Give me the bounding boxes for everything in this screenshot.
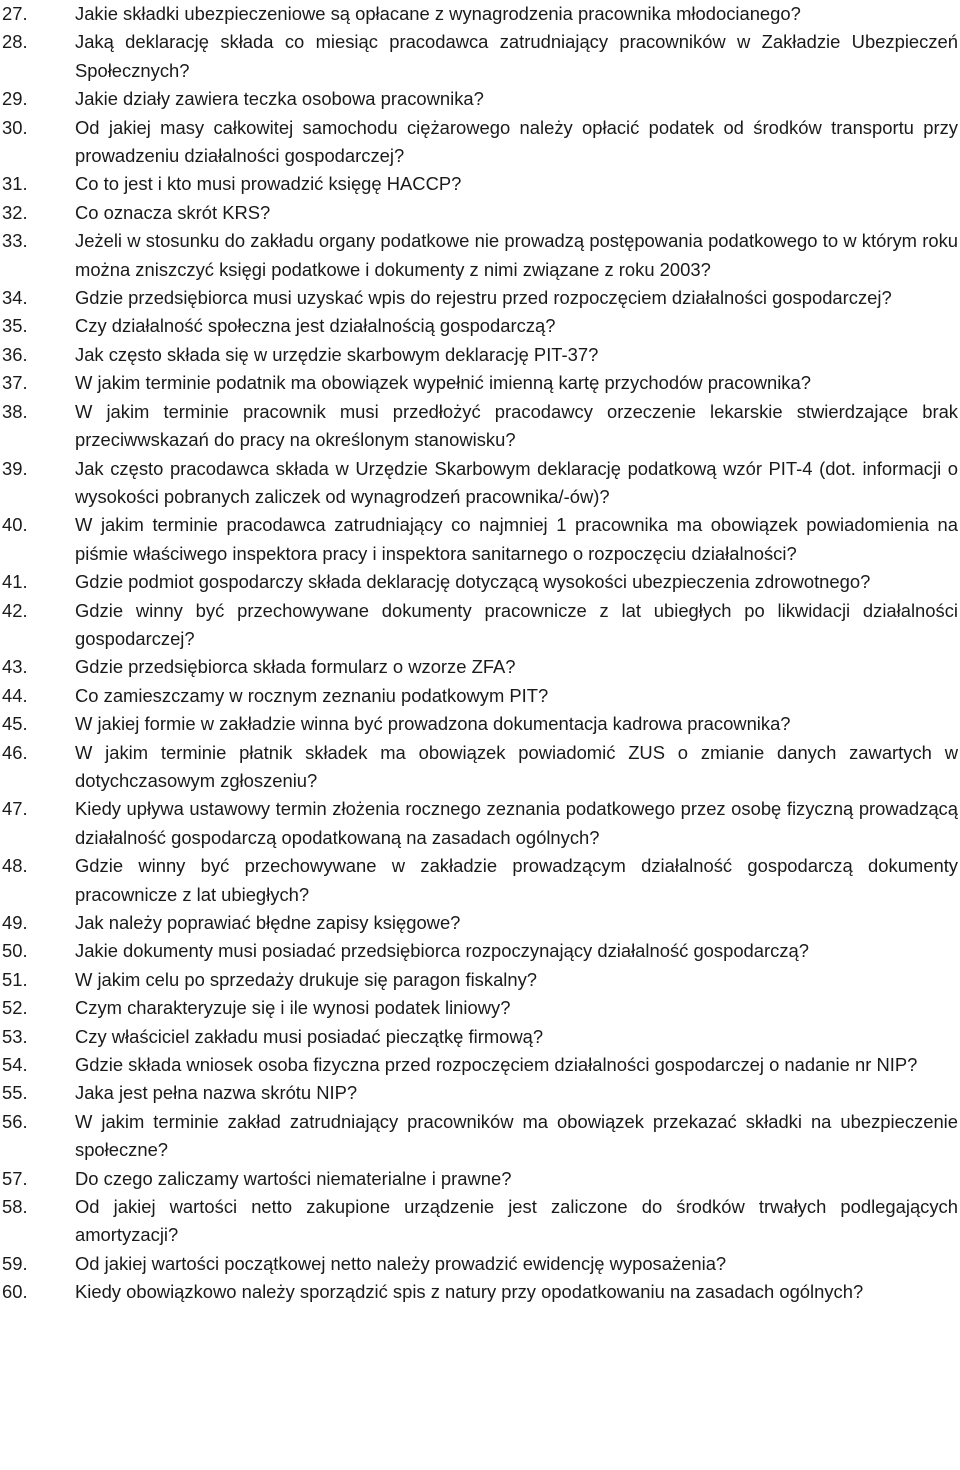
- question-text: W jakiej formie w zakładzie winna być prowadzona dokumentacja kadrowa pracownika?: [75, 713, 791, 735]
- question-item: [0, 341, 958, 369]
- question-item: [0, 114, 958, 171]
- question-item: [0, 199, 958, 227]
- question-number: 39.: [2, 457, 28, 479]
- question-item: [0, 170, 958, 198]
- question-text: Jaka jest pełna nazwa skrótu NIP?: [75, 1082, 358, 1104]
- question-number: 53.: [2, 1025, 28, 1047]
- question-number: 47.: [2, 798, 28, 820]
- question-text: Gdzie podmiot gospodarczy składa deklarację dotyczącą wysokości ubezpieczenia zdrowotnego?: [75, 571, 871, 593]
- question-text: Gdzie winny być przechowywane dokumenty pracownicze z lat ubiegłych po likwidacji działalności gospodarczej?: [75, 599, 958, 649]
- question-item: [0, 682, 958, 710]
- question-item: [0, 1193, 958, 1250]
- question-number: 54.: [2, 1054, 28, 1076]
- question-number: 41.: [2, 571, 28, 593]
- question-number: 36.: [2, 343, 28, 365]
- question-item: [0, 568, 958, 596]
- question-number: 56.: [2, 1110, 28, 1132]
- question-text: Od jakiej masy całkowitej samochodu ciężarowego należy opłacić podatek od środków transportu przy prowadzeniu działalności gospodarczej?: [75, 116, 958, 167]
- question-item: [0, 0, 958, 28]
- question-item: [0, 795, 958, 852]
- question-item: [0, 455, 958, 512]
- question-text: Od jakiej wartości początkowej netto należy prowadzić ewidencję wyposażenia?: [75, 1252, 727, 1274]
- question-item: [0, 1023, 958, 1051]
- question-item: [0, 937, 958, 965]
- question-text: Kiedy upływa ustawowy termin złożenia rocznego zeznania podatkowego przez osobę fizyczną prowadzącą działalność gospodarczą opodatkowaną na zasadach ogólnych?: [75, 798, 958, 848]
- question-text: Jakie dokumenty musi posiadać przedsiębiorca rozpoczynający działalność gospodarczą?: [75, 940, 809, 962]
- question-number: 49.: [2, 912, 28, 933]
- question-text: W jakim terminie podatnik ma obowiązek wypełnić imienną kartę przychodów pracownika?: [75, 372, 811, 394]
- question-text: W jakim terminie pracodawca zatrudniający co najmniej 1 pracownika ma obowiązek powiadomienia na piśmie właściwego inspektora pracy i inspektora sanitarnego o rozpoczęciu działalności?: [75, 514, 958, 564]
- question-text: Kiedy obowiązkowo należy sporządzić spis z natury przy opodatkowaniu na zasadach ogólnych?: [75, 1281, 864, 1303]
- question-text: Gdzie przedsiębiorca składa formularz o wzorze ZFA?: [75, 656, 516, 678]
- question-number: 29.: [2, 88, 28, 110]
- question-text: Co zamieszczamy w rocznym zeznaniu podatkowym PIT?: [75, 684, 549, 706]
- question-item: [0, 284, 958, 312]
- question-text: Gdzie przedsiębiorca musi uzyskać wpis do rejestru przed rozpoczęciem działalności gospodarczej?: [75, 287, 892, 309]
- question-text: Gdzie składa wniosek osoba fizyczna przed rozpoczęciem działalności gospodarczej o nadanie nr NIP?: [75, 1054, 918, 1076]
- question-item: [0, 852, 958, 909]
- question-number: 30.: [2, 116, 28, 138]
- question-number: 27.: [2, 3, 28, 24]
- question-number: 40.: [2, 514, 28, 536]
- question-item: [0, 739, 958, 796]
- question-number: 55.: [2, 1082, 28, 1104]
- question-number: 43.: [2, 656, 28, 678]
- question-number: 33.: [2, 230, 28, 252]
- question-text: Jakie działy zawiera teczka osobowa pracownika?: [75, 88, 484, 110]
- question-text: Jakie składki ubezpieczeniowe są opłacane z wynagrodzenia pracownika młodocianego?: [75, 3, 801, 24]
- question-item: [0, 85, 958, 113]
- question-item: [0, 597, 958, 654]
- question-number: 35.: [2, 315, 28, 337]
- question-number: 44.: [2, 684, 28, 706]
- question-text: Czym charakteryzuje się i ile wynosi podatek liniowy?: [75, 997, 511, 1019]
- question-item: [0, 1079, 958, 1107]
- question-number: 52.: [2, 997, 28, 1019]
- question-item: [0, 710, 958, 738]
- question-text: Czy działalność społeczna jest działalnością gospodarczą?: [75, 315, 556, 337]
- question-number: 32.: [2, 201, 28, 223]
- question-number: 50.: [2, 940, 28, 962]
- question-text: W jakim terminie zakład zatrudniający pracowników ma obowiązek przekazać składki na ubezpieczenie społeczne?: [75, 1110, 958, 1161]
- question-number: 46.: [2, 741, 28, 763]
- question-text: W jakim celu po sprzedaży drukuje się paragon fiskalny?: [75, 968, 538, 990]
- question-number: 37.: [2, 372, 28, 394]
- question-text: Jaką deklarację składa co miesiąc pracodawca zatrudniający pracowników w Zakładzie Ubezpieczeń Społecznych?: [75, 31, 958, 81]
- question-number: 58.: [2, 1196, 28, 1218]
- question-item: [0, 1250, 958, 1278]
- question-text: Jak często składa się w urzędzie skarbowym deklarację PIT-37?: [75, 343, 599, 365]
- question-number: 45.: [2, 713, 28, 735]
- question-text: Od jakiej wartości netto zakupione urządzenie jest zaliczone do środków trwałych podlegających amortyzacji?: [75, 1196, 958, 1246]
- question-text: W jakim terminie pracownik musi przedłożyć pracodawcy orzeczenie lekarskie stwierdzające brak przeciwwskazań do pracy na określonym stanowisku?: [75, 400, 958, 451]
- question-number: 38.: [2, 400, 28, 422]
- question-number: 48.: [2, 855, 28, 877]
- question-item: [0, 511, 958, 568]
- question-text: Jeżeli w stosunku do zakładu organy podatkowe nie prowadzą postępowania podatkowego to w którym roku można zniszczyć księgi podatkowe i dokumenty z nimi związane z roku 2003?: [75, 230, 958, 280]
- question-text: Czy właściciel zakładu musi posiadać pieczątkę firmową?: [75, 1025, 544, 1047]
- question-item: [0, 369, 958, 397]
- question-item: [0, 909, 958, 937]
- question-item: [0, 653, 958, 681]
- question-text: Jak należy poprawiać błędne zapisy księgowe?: [75, 912, 461, 933]
- question-number: 31.: [2, 173, 28, 195]
- question-number: 42.: [2, 599, 28, 621]
- question-item: [0, 994, 958, 1022]
- question-item: [0, 312, 958, 340]
- question-number: 34.: [2, 287, 28, 309]
- question-text: Co to jest i kto musi prowadzić księgę HACCP?: [75, 173, 462, 195]
- question-item: [0, 1051, 958, 1079]
- question-item: [0, 398, 958, 455]
- question-item: [0, 227, 958, 284]
- question-item: [0, 1278, 958, 1306]
- question-item: [0, 966, 958, 994]
- question-text: Gdzie winny być przechowywane w zakładzie prowadzącym działalność gospodarczą dokumenty pracownicze z lat ubiegłych?: [75, 855, 958, 905]
- question-number: 59.: [2, 1252, 28, 1274]
- question-number: 28.: [2, 31, 28, 53]
- question-number: 57.: [2, 1167, 28, 1189]
- question-item: [0, 1165, 958, 1193]
- question-item: [0, 1108, 958, 1165]
- question-text: Jak często pracodawca składa w Urzędzie Skarbowym deklarację podatkową wzór PIT-4 (dot. informacji o wysokości pobranych zaliczek od wynagrodzeń pracownika/-ów)?: [75, 457, 958, 507]
- question-text: Co oznacza skrót KRS?: [75, 201, 271, 223]
- question-text: Do czego zaliczamy wartości niematerialne i prawne?: [75, 1167, 512, 1189]
- question-number: 51.: [2, 968, 28, 990]
- question-number: 60.: [2, 1281, 28, 1303]
- question-text: W jakim terminie płatnik składek ma obowiązek powiadomić ZUS o zmianie danych zawartych w dotychczasowym zgłoszeniu?: [75, 741, 958, 791]
- question-item: [0, 28, 958, 85]
